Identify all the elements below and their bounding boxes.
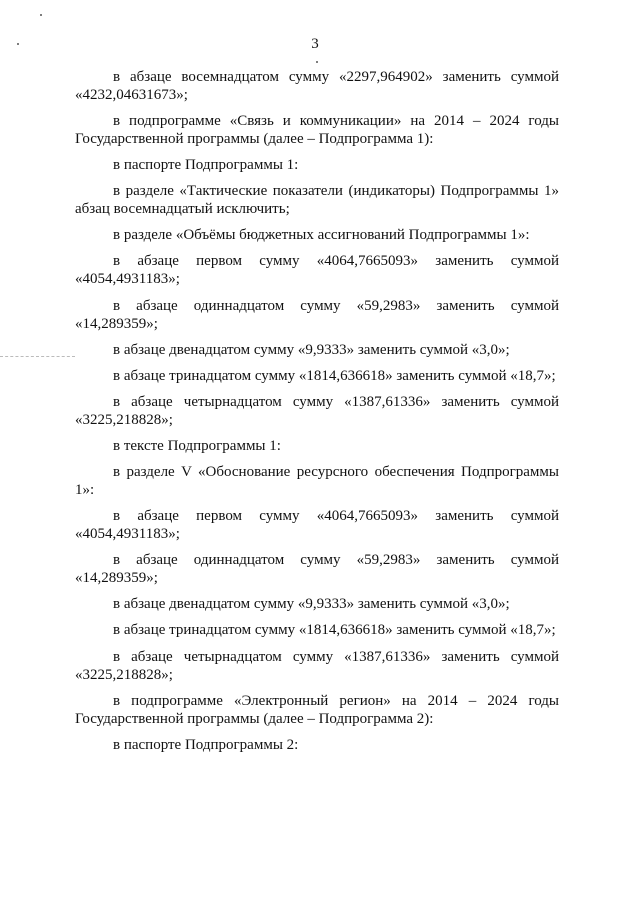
paragraph: в абзаце первом сумму «4064,7665093» заменить суммой «4054,4931183»; [75,508,559,543]
scan-artifact-line [0,356,75,357]
paragraph: в абзаце двенадцатом сумму «9,9333» заменить суммой «3,0»; [113,596,510,613]
paragraph: в паспорте Подпрограммы 1: [113,157,299,174]
paragraph: в абзаце тринадцатом сумму «1814,636618» заменить суммой «18,7»; [113,622,556,639]
paragraph: в абзаце двенадцатом сумму «9,9333» заменить суммой «3,0»; [113,341,510,358]
paragraph: в тексте Подпрограммы 1: [113,437,281,454]
paragraph: в абзаце восемнадцатом сумму «2297,964902» заменить суммой «4232,04631673»; [75,69,559,103]
paragraph: в разделе «Объёмы бюджетных ассигнований Подпрограммы 1»: [113,227,530,244]
paragraph: в абзаце одиннадцатом сумму «59,2983» заменить суммой «14,289359»; [75,552,559,587]
paragraph: в абзаце четырнадцатом сумму «1387,61336» заменить суммой «3225,218828»; [75,393,559,428]
paragraph: в абзаце тринадцатом сумму «1814,636618» заменить суммой «18,7»; [113,367,556,384]
paragraph: в абзаце первом сумму «4064,7665093» заменить суммой «4054,4931183»; [75,253,559,288]
scan-speck [316,61,318,63]
document-body [75,68,559,762]
paragraph: в подпрограмме «Электронный регион» на 2014 – 2024 годы Государственной программы (далее – Подпрограмма 2): [75,692,559,727]
paragraph: в абзаце одиннадцатом сумму «59,2983» заменить суммой «14,289359»; [75,297,559,332]
paragraph: в паспорте Подпрограммы 2: [113,736,299,753]
scan-speck [40,14,42,16]
paragraph: в абзаце четырнадцатом сумму «1387,61336» заменить суммой «3225,218828»; [75,648,559,683]
paragraph: в разделе V «Обоснование ресурсного обеспечения Подпрограммы 1»: [75,464,559,499]
page-number: 3 [311,36,319,52]
paragraph: в подпрограмме «Связь и коммуникации» на 2014 – 2024 годы Государственной программы (далее – Подпрограмма 1): [75,113,559,148]
paragraph: в разделе «Тактические показатели (индикаторы) Подпрограммы 1» абзац восемнадцатый исключить; [75,183,559,218]
